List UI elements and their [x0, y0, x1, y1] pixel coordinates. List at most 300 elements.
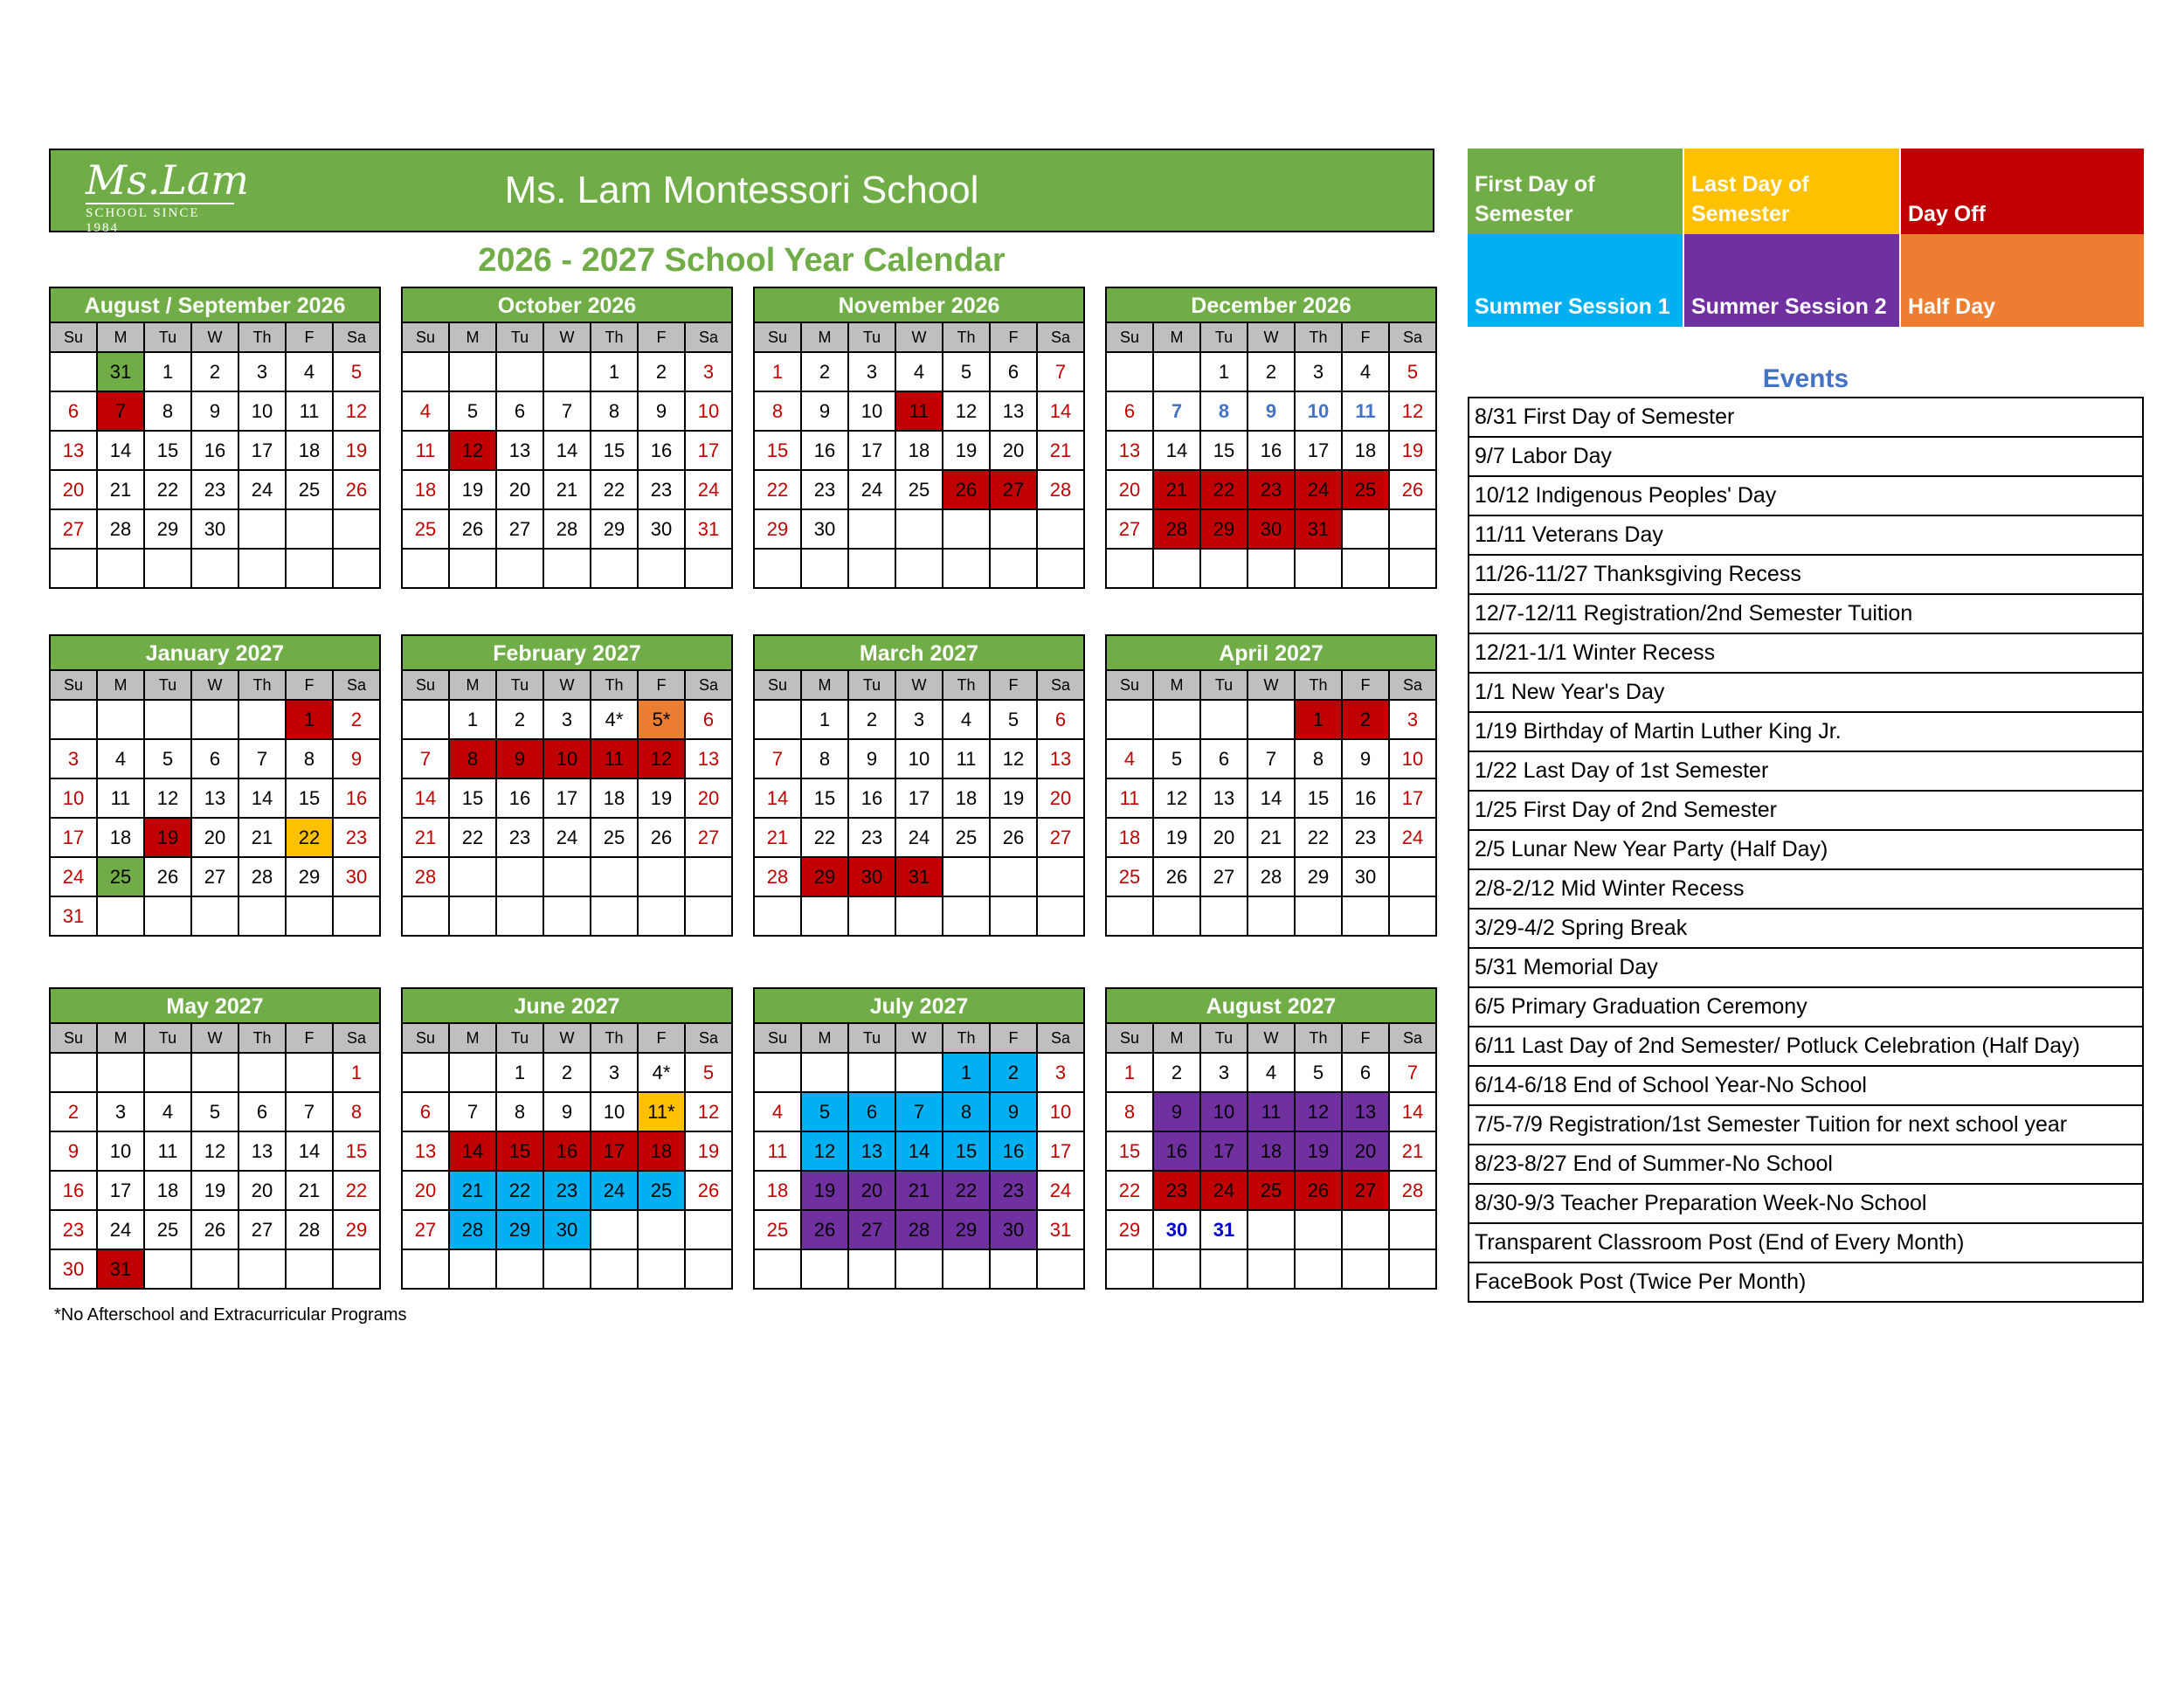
- day-cell: [50, 700, 97, 739]
- day-cell: [591, 1249, 638, 1289]
- event-row: [1469, 1105, 2143, 1145]
- day-cell: 2: [191, 352, 238, 391]
- day-cell: 20: [238, 1171, 286, 1210]
- day-cell: 27: [848, 1210, 895, 1249]
- day-cell: 28: [1389, 1171, 1436, 1210]
- day-cell: 20: [990, 431, 1037, 470]
- day-cell: [1153, 1249, 1200, 1289]
- day-cell: 5: [1389, 352, 1436, 391]
- week-row: [754, 431, 1084, 470]
- day-cell: 7: [895, 1092, 943, 1131]
- week-row: [1106, 1171, 1436, 1210]
- day-cell: 18: [895, 431, 943, 470]
- day-cell: 3: [50, 739, 97, 778]
- day-cell: [1342, 509, 1389, 549]
- month-calendar: [753, 634, 1085, 937]
- day-cell: 10: [543, 739, 591, 778]
- event-row: [1469, 476, 2143, 515]
- day-cell: 29: [801, 857, 848, 896]
- month-calendar: [1105, 287, 1437, 589]
- day-cell: 30: [191, 509, 238, 549]
- event-row: [1469, 633, 2143, 673]
- event-row: [1469, 948, 2143, 987]
- week-row: [754, 1092, 1084, 1131]
- day-cell: 22: [754, 470, 801, 509]
- day-cell: 16: [496, 778, 543, 818]
- day-cell: [591, 896, 638, 936]
- week-row: [50, 549, 380, 588]
- day-cell: 7: [1153, 391, 1200, 431]
- month-title: February 2027: [401, 634, 733, 669]
- day-cell: [754, 549, 801, 588]
- school-name: Ms. Lam Montessori School: [504, 169, 979, 211]
- day-cell: [496, 857, 543, 896]
- day-cell: [638, 896, 685, 936]
- day-cell: 20: [685, 778, 732, 818]
- day-cell: [333, 896, 380, 936]
- day-cell: 14: [97, 431, 144, 470]
- weekday-header: W: [191, 322, 238, 352]
- day-cell: 25: [1248, 1171, 1295, 1210]
- event-row: [1469, 987, 2143, 1027]
- legend-label: Summer Session 2: [1691, 294, 1887, 319]
- day-cell: 6: [1200, 739, 1248, 778]
- day-cell: 28: [895, 1210, 943, 1249]
- day-cell: 24: [1200, 1171, 1248, 1210]
- day-cell: 7: [1248, 739, 1295, 778]
- legend-item: [1468, 149, 1683, 234]
- month-title: May 2027: [49, 987, 381, 1022]
- day-cell: 4: [1248, 1053, 1295, 1092]
- day-cell: 21: [238, 818, 286, 857]
- day-cell: 2: [1248, 352, 1295, 391]
- weekday-header: Tu: [144, 322, 191, 352]
- month-title: October 2026: [401, 287, 733, 322]
- weekday-header: M: [1153, 1023, 1200, 1053]
- day-cell: [848, 1053, 895, 1092]
- day-cell: [1389, 896, 1436, 936]
- week-row: [50, 1092, 380, 1131]
- day-cell: 22: [801, 818, 848, 857]
- day-cell: 24: [591, 1171, 638, 1210]
- day-cell: 29: [1295, 857, 1342, 896]
- weekday-header: Sa: [1037, 322, 1084, 352]
- day-cell: [1295, 1249, 1342, 1289]
- week-row: [1106, 431, 1436, 470]
- day-cell: 11: [754, 1131, 801, 1171]
- day-cell: 2: [848, 700, 895, 739]
- week-row: [1106, 739, 1436, 778]
- day-cell: 8: [754, 391, 801, 431]
- day-cell: [754, 896, 801, 936]
- weekday-header: F: [286, 1023, 333, 1053]
- day-cell: [754, 1249, 801, 1289]
- day-cell: 22: [144, 470, 191, 509]
- weekday-header: Su: [1106, 670, 1153, 700]
- day-cell: [238, 509, 286, 549]
- weekday-header: F: [638, 322, 685, 352]
- day-cell: 5: [1295, 1053, 1342, 1092]
- event-row: [1469, 398, 2143, 437]
- weekday-header: Th: [1295, 1023, 1342, 1053]
- day-cell: 11: [943, 739, 990, 778]
- day-cell: 1: [144, 352, 191, 391]
- day-cell: [402, 352, 449, 391]
- weekday-header: M: [801, 670, 848, 700]
- event-row: [1469, 515, 2143, 555]
- week-row: [402, 1131, 732, 1171]
- day-cell: 28: [1248, 857, 1295, 896]
- day-cell: [848, 509, 895, 549]
- day-cell: [1106, 700, 1153, 739]
- week-row: [1106, 1210, 1436, 1249]
- day-cell: 22: [333, 1171, 380, 1210]
- weekday-header: Sa: [685, 670, 732, 700]
- day-cell: 14: [1389, 1092, 1436, 1131]
- day-cell: 13: [1106, 431, 1153, 470]
- day-cell: 5: [449, 391, 496, 431]
- week-row: [50, 431, 380, 470]
- day-cell: 29: [286, 857, 333, 896]
- day-cell: 8: [496, 1092, 543, 1131]
- weekday-header: Th: [943, 670, 990, 700]
- day-cell: 21: [1037, 431, 1084, 470]
- day-cell: 15: [286, 778, 333, 818]
- day-cell: 10: [685, 391, 732, 431]
- day-cell: [144, 896, 191, 936]
- day-cell: 18: [638, 1131, 685, 1171]
- week-row: [402, 391, 732, 431]
- day-cell: [1389, 1210, 1436, 1249]
- weekday-header: Su: [50, 670, 97, 700]
- day-cell: 10: [1295, 391, 1342, 431]
- day-cell: 1: [943, 1053, 990, 1092]
- day-cell: 16: [333, 778, 380, 818]
- week-row: [1106, 352, 1436, 391]
- day-cell: 6: [238, 1092, 286, 1131]
- day-cell: 26: [801, 1210, 848, 1249]
- day-cell: 19: [685, 1131, 732, 1171]
- day-cell: 30: [990, 1210, 1037, 1249]
- month-calendar: [753, 987, 1085, 1290]
- day-cell: [754, 1053, 801, 1092]
- weekday-header: W: [543, 322, 591, 352]
- day-cell: 23: [990, 1171, 1037, 1210]
- week-row: [50, 1210, 380, 1249]
- day-cell: 13: [990, 391, 1037, 431]
- day-cell: 29: [496, 1210, 543, 1249]
- day-cell: [1153, 700, 1200, 739]
- day-cell: 30: [1153, 1210, 1200, 1249]
- day-cell: 4: [144, 1092, 191, 1131]
- day-cell: [1153, 549, 1200, 588]
- weekday-header: F: [1342, 322, 1389, 352]
- weekday-header: F: [286, 322, 333, 352]
- event-text: 9/7 Labor Day: [1469, 437, 2143, 476]
- day-cell: 28: [286, 1210, 333, 1249]
- day-cell: 17: [238, 431, 286, 470]
- day-cell: 20: [1106, 470, 1153, 509]
- day-cell: [990, 509, 1037, 549]
- weekday-header: W: [191, 1023, 238, 1053]
- day-cell: 16: [1248, 431, 1295, 470]
- day-cell: [144, 1053, 191, 1092]
- day-cell: 10: [97, 1131, 144, 1171]
- day-cell: [238, 1053, 286, 1092]
- week-row: [50, 1053, 380, 1092]
- day-cell: 24: [685, 470, 732, 509]
- day-cell: 23: [1342, 818, 1389, 857]
- day-cell: 14: [543, 431, 591, 470]
- day-cell: 11: [1342, 391, 1389, 431]
- day-cell: 11: [1106, 778, 1153, 818]
- event-row: [1469, 869, 2143, 909]
- day-cell: [402, 1053, 449, 1092]
- day-cell: 3: [1389, 700, 1436, 739]
- day-cell: [449, 857, 496, 896]
- event-text: 2/5 Lunar New Year Party (Half Day): [1469, 830, 2143, 869]
- day-cell: 14: [286, 1131, 333, 1171]
- day-cell: 28: [449, 1210, 496, 1249]
- day-cell: 20: [848, 1171, 895, 1210]
- week-row: [754, 739, 1084, 778]
- day-cell: [543, 352, 591, 391]
- weekday-header: F: [286, 670, 333, 700]
- week-row: [50, 857, 380, 896]
- day-cell: 27: [1342, 1171, 1389, 1210]
- day-cell: 22: [1295, 818, 1342, 857]
- day-cell: 12: [1389, 391, 1436, 431]
- day-cell: 29: [144, 509, 191, 549]
- day-cell: 14: [1037, 391, 1084, 431]
- day-cell: 17: [1200, 1131, 1248, 1171]
- day-cell: 14: [895, 1131, 943, 1171]
- week-row: [754, 896, 1084, 936]
- day-cell: [191, 1053, 238, 1092]
- day-cell: 21: [402, 818, 449, 857]
- day-cell: [685, 857, 732, 896]
- week-row: [402, 857, 732, 896]
- day-cell: 13: [191, 778, 238, 818]
- day-cell: 5: [191, 1092, 238, 1131]
- day-cell: 18: [1342, 431, 1389, 470]
- weekday-header: Sa: [1037, 670, 1084, 700]
- weekday-header: M: [97, 322, 144, 352]
- week-row: [1106, 857, 1436, 896]
- event-row: [1469, 1066, 2143, 1105]
- day-cell: 25: [402, 509, 449, 549]
- day-cell: 3: [848, 352, 895, 391]
- day-cell: [333, 1249, 380, 1289]
- week-row: [1106, 1053, 1436, 1092]
- day-cell: [685, 896, 732, 936]
- day-cell: [638, 1210, 685, 1249]
- day-cell: 19: [1153, 818, 1200, 857]
- day-cell: 13: [685, 739, 732, 778]
- weekday-header: M: [801, 1023, 848, 1053]
- day-cell: 16: [543, 1131, 591, 1171]
- day-cell: [191, 896, 238, 936]
- day-cell: 1: [801, 700, 848, 739]
- day-cell: 1: [496, 1053, 543, 1092]
- day-cell: [1389, 509, 1436, 549]
- day-cell: 9: [1342, 739, 1389, 778]
- day-cell: 17: [895, 778, 943, 818]
- day-cell: 13: [1037, 739, 1084, 778]
- event-text: 1/25 First Day of 2nd Semester: [1469, 791, 2143, 830]
- event-text: 8/23-8/27 End of Summer-No School: [1469, 1145, 2143, 1184]
- day-cell: 18: [1106, 818, 1153, 857]
- day-cell: 26: [638, 818, 685, 857]
- week-row: [402, 896, 732, 936]
- day-cell: 12: [191, 1131, 238, 1171]
- day-cell: [1037, 857, 1084, 896]
- day-cell: 15: [144, 431, 191, 470]
- day-cell: 22: [943, 1171, 990, 1210]
- weekday-header: Tu: [496, 322, 543, 352]
- day-cell: [1389, 1249, 1436, 1289]
- day-cell: [449, 1053, 496, 1092]
- day-cell: 10: [50, 778, 97, 818]
- legend-label: First Day of Semester: [1475, 172, 1595, 226]
- day-cell: 9: [801, 391, 848, 431]
- day-cell: 1: [286, 700, 333, 739]
- day-cell: 13: [402, 1131, 449, 1171]
- day-cell: 30: [1342, 857, 1389, 896]
- day-cell: 4: [97, 739, 144, 778]
- day-cell: 12: [990, 739, 1037, 778]
- day-cell: 22: [449, 818, 496, 857]
- week-row: [754, 700, 1084, 739]
- day-cell: [1389, 857, 1436, 896]
- day-cell: 12: [1295, 1092, 1342, 1131]
- day-cell: [895, 1249, 943, 1289]
- day-cell: 18: [591, 778, 638, 818]
- day-cell: 2: [638, 352, 685, 391]
- day-cell: 28: [1037, 470, 1084, 509]
- day-cell: 13: [1200, 778, 1248, 818]
- day-cell: 23: [638, 470, 685, 509]
- day-cell: 8: [333, 1092, 380, 1131]
- day-cell: 31: [1037, 1210, 1084, 1249]
- day-cell: 7: [238, 739, 286, 778]
- day-cell: [1106, 896, 1153, 936]
- day-cell: 21: [754, 818, 801, 857]
- weekday-header: M: [449, 1023, 496, 1053]
- month-title: June 2027: [401, 987, 733, 1022]
- day-cell: [638, 549, 685, 588]
- weekday-header: Th: [1295, 322, 1342, 352]
- day-cell: [1342, 896, 1389, 936]
- weekday-header: Sa: [685, 322, 732, 352]
- legend-item: [1901, 234, 2144, 327]
- weekday-header: Th: [238, 322, 286, 352]
- day-cell: [685, 549, 732, 588]
- day-cell: 6: [848, 1092, 895, 1131]
- day-cell: 9: [333, 739, 380, 778]
- day-cell: 12: [638, 739, 685, 778]
- week-row: [402, 1171, 732, 1210]
- week-row: [754, 470, 1084, 509]
- week-row: [50, 778, 380, 818]
- day-cell: [1200, 896, 1248, 936]
- day-cell: 23: [543, 1171, 591, 1210]
- day-cell: 17: [97, 1171, 144, 1210]
- day-cell: 31: [1295, 509, 1342, 549]
- day-cell: [286, 1249, 333, 1289]
- day-cell: 9: [50, 1131, 97, 1171]
- event-text: 3/29-4/2 Spring Break: [1469, 909, 2143, 948]
- day-cell: 19: [990, 778, 1037, 818]
- day-cell: 14: [402, 778, 449, 818]
- weekday-header: F: [638, 1023, 685, 1053]
- month-title: August / September 2026: [49, 287, 381, 322]
- day-cell: [191, 549, 238, 588]
- week-row: [402, 431, 732, 470]
- events-list: [1468, 397, 2144, 1303]
- day-cell: 28: [97, 509, 144, 549]
- weekday-header: F: [990, 322, 1037, 352]
- month-title: April 2027: [1105, 634, 1437, 669]
- day-cell: 28: [1153, 509, 1200, 549]
- day-cell: 31: [895, 857, 943, 896]
- event-row: [1469, 830, 2143, 869]
- day-cell: 25: [144, 1210, 191, 1249]
- day-cell: [1106, 352, 1153, 391]
- day-cell: 15: [333, 1131, 380, 1171]
- event-text: 1/19 Birthday of Martin Luther King Jr.: [1469, 712, 2143, 751]
- event-text: 6/11 Last Day of 2nd Semester/ Potluck Celebration (Half Day): [1469, 1027, 2143, 1066]
- day-cell: 4: [1106, 739, 1153, 778]
- day-cell: 7: [97, 391, 144, 431]
- week-row: [754, 549, 1084, 588]
- day-cell: [801, 549, 848, 588]
- day-cell: [1248, 1249, 1295, 1289]
- weekday-header: W: [895, 670, 943, 700]
- weekday-header: Th: [591, 322, 638, 352]
- day-cell: 21: [1389, 1131, 1436, 1171]
- day-cell: 7: [1037, 352, 1084, 391]
- weekday-header: Su: [754, 1023, 801, 1053]
- day-cell: 11: [286, 391, 333, 431]
- day-cell: 24: [543, 818, 591, 857]
- day-cell: 4: [943, 700, 990, 739]
- week-row: [50, 509, 380, 549]
- day-cell: 9: [1153, 1092, 1200, 1131]
- weekday-header: Su: [50, 322, 97, 352]
- day-cell: 1: [1200, 352, 1248, 391]
- legend-label: Summer Session 1: [1475, 294, 1670, 319]
- day-cell: 9: [1248, 391, 1295, 431]
- day-cell: 4: [1342, 352, 1389, 391]
- day-cell: [895, 509, 943, 549]
- day-cell: 18: [1248, 1131, 1295, 1171]
- week-row: [754, 778, 1084, 818]
- day-cell: [1106, 549, 1153, 588]
- day-cell: 2: [1342, 700, 1389, 739]
- day-cell: 13: [496, 431, 543, 470]
- month-calendar: [753, 287, 1085, 589]
- day-cell: [144, 700, 191, 739]
- day-cell: 8: [801, 739, 848, 778]
- weekday-header: Th: [1295, 670, 1342, 700]
- day-cell: [638, 1249, 685, 1289]
- day-cell: [591, 857, 638, 896]
- day-cell: [943, 509, 990, 549]
- day-cell: [1200, 1249, 1248, 1289]
- week-row: [754, 352, 1084, 391]
- day-cell: 24: [97, 1210, 144, 1249]
